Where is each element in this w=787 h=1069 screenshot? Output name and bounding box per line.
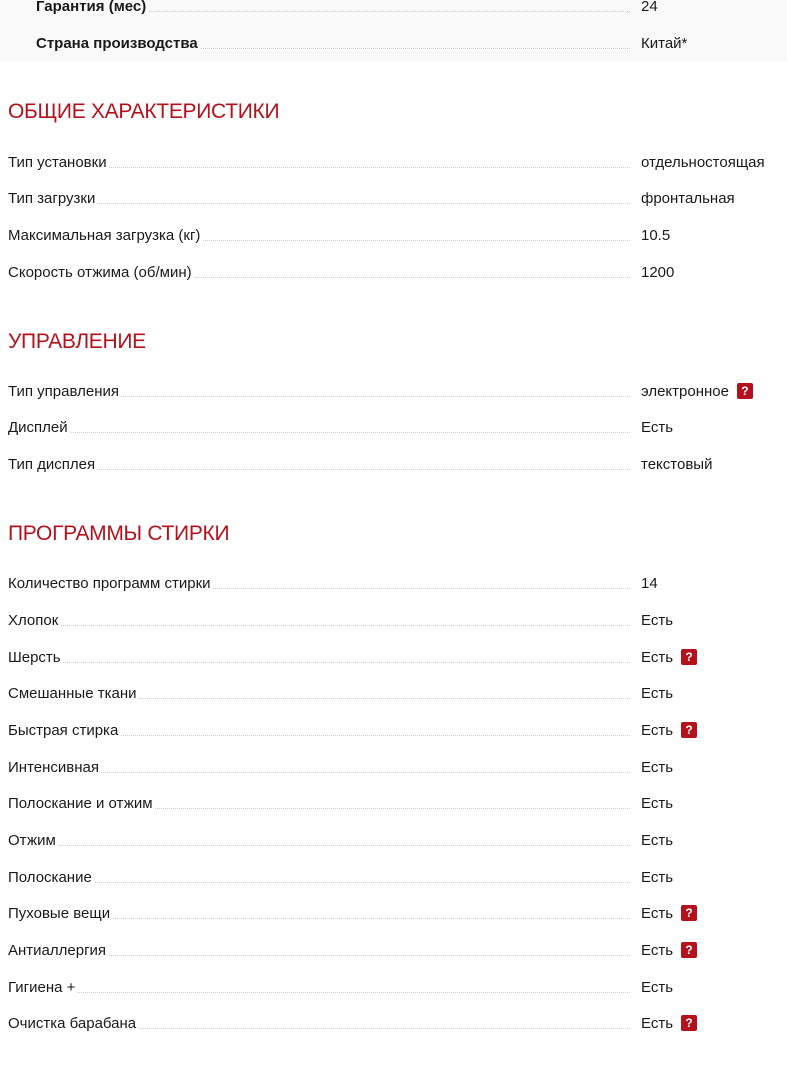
dotted-leader [8, 882, 630, 883]
dotted-leader [8, 625, 630, 626]
dotted-leader [8, 469, 630, 470]
spec-label: Хлопок [8, 612, 59, 629]
spec-value: 10.5 [641, 227, 671, 244]
spec-row [8, 611, 787, 631]
help-icon[interactable]: ? [681, 722, 697, 738]
spec-row [8, 226, 787, 246]
spec-label: Быстрая стирка [8, 722, 119, 739]
spec-row [8, 1014, 787, 1034]
spec-row [8, 941, 787, 961]
spec-value-text: Есть [641, 905, 674, 922]
help-icon[interactable]: ? [681, 649, 697, 665]
spec-row-warranty [8, 0, 787, 17]
spec-value: 1200 [641, 264, 675, 281]
spec-row [8, 978, 787, 998]
spec-label: Тип управления [8, 383, 119, 400]
spec-value-text: электронное [641, 383, 729, 400]
spec-value: Есть [641, 795, 674, 812]
spec-row [8, 721, 787, 741]
spec-label: Страна производства [8, 34, 200, 54]
help-icon[interactable]: ? [681, 942, 697, 958]
spec-value [641, 648, 697, 668]
spec-label: Скорость отжима (об/мин) [8, 264, 192, 281]
spec-value: 14 [641, 575, 658, 592]
spec-label: Полоскание и отжим [8, 795, 153, 812]
spec-value [641, 1014, 697, 1034]
spec-row [8, 758, 787, 778]
spec-label: Количество программ стирки [8, 575, 211, 592]
spec-value-text: Есть [641, 722, 674, 739]
spec-value [641, 721, 697, 741]
spec-value: Есть [641, 869, 674, 886]
spec-label: Дисплей [8, 419, 68, 436]
spec-row [8, 263, 787, 283]
spec-label: Шерсть [8, 649, 61, 666]
spec-value: Есть [641, 685, 674, 702]
spec-label: Очистка барабана [8, 1015, 137, 1032]
spec-value [641, 382, 753, 402]
spec-value [641, 904, 697, 924]
help-icon[interactable]: ? [681, 1015, 697, 1031]
spec-value: фронтальная [641, 190, 735, 207]
spec-value: Есть [641, 759, 674, 776]
spec-value-text: Есть [641, 1015, 674, 1032]
spec-row [8, 904, 787, 924]
spec-value: Есть [641, 419, 674, 436]
spec-label: Тип загрузки [8, 190, 96, 207]
spec-row [8, 153, 787, 173]
spec-row [8, 831, 787, 851]
dotted-leader [8, 845, 630, 846]
spec-value: Китай* [641, 35, 688, 52]
section-title-control: УПРАВЛЕНИЕ [8, 330, 146, 353]
spec-label: Тип установки [8, 154, 107, 171]
spec-row [8, 418, 787, 438]
dotted-leader [8, 662, 630, 663]
dotted-leader [8, 772, 630, 773]
help-icon[interactable]: ? [737, 383, 753, 399]
dotted-leader [8, 992, 630, 993]
spec-value: текстовый [641, 456, 713, 473]
spec-value: 24 [641, 0, 658, 15]
dotted-leader [8, 203, 630, 204]
spec-value: отдельностоящая [641, 154, 765, 171]
spec-row-country [8, 34, 787, 54]
spec-label: Максимальная загрузка (кг) [8, 227, 201, 244]
spec-label: Пуховые вещи [8, 905, 111, 922]
spec-label: Гарантия (мес) [8, 0, 148, 17]
dotted-leader [8, 432, 630, 433]
key-specs-block [0, 0, 787, 62]
spec-row [8, 868, 787, 888]
spec-label: Гигиена + [8, 979, 76, 996]
spec-row [8, 382, 787, 402]
spec-row [8, 189, 787, 209]
help-icon[interactable]: ? [681, 905, 697, 921]
spec-value-text: Есть [641, 942, 674, 959]
spec-row [8, 684, 787, 704]
spec-row [8, 794, 787, 814]
spec-label: Отжим [8, 832, 56, 849]
spec-row [8, 574, 787, 594]
section-title-programs: ПРОГРАММЫ СТИРКИ [8, 522, 230, 545]
spec-value-text: Есть [641, 649, 674, 666]
spec-value: Есть [641, 832, 674, 849]
spec-label: Тип дисплея [8, 456, 96, 473]
spec-label: Интенсивная [8, 759, 99, 776]
spec-value [641, 941, 697, 961]
spec-label: Антиаллергия [8, 942, 107, 959]
spec-value: Есть [641, 979, 674, 996]
spec-label: Смешанные ткани [8, 685, 137, 702]
spec-value: Есть [641, 612, 674, 629]
section-title-general: ОБЩИЕ ХАРАКТЕРИСТИКИ [8, 100, 280, 123]
spec-row [8, 648, 787, 668]
spec-row [8, 455, 787, 475]
spec-label: Полоскание [8, 869, 92, 886]
